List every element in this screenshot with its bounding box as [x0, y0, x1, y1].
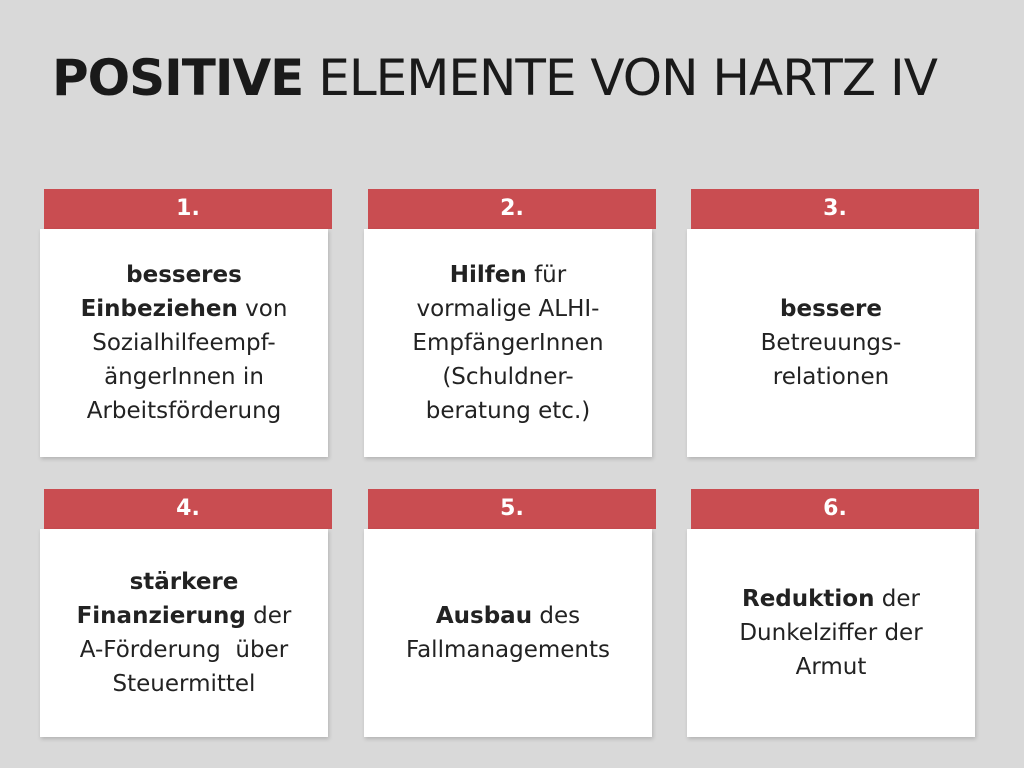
element-card-3	[687, 189, 979, 457]
card-body-3	[687, 229, 975, 457]
card-5-inline-rest: des	[532, 603, 581, 629]
card-text-4	[63, 565, 306, 701]
card-1-line-2: ängerInnen in	[104, 364, 264, 390]
card-6-inline-rest: der	[874, 586, 921, 612]
card-6-line-1: Dunkelziffer der	[739, 620, 923, 646]
card-4-bold-line-2: Finanzierung	[76, 603, 246, 629]
card-number-3: 3.	[691, 189, 979, 229]
card-1-bold-line-1: besseres	[126, 262, 242, 288]
element-card-2	[364, 189, 656, 457]
card-5-bold-line-1: Ausbau	[435, 603, 533, 629]
element-card-4	[40, 489, 332, 737]
card-body-5	[364, 529, 652, 737]
card-1-bold-line-2: Einbeziehen	[80, 296, 238, 322]
card-4-line-2: Steuermittel	[112, 671, 256, 697]
card-3-line-1: Betreuungs-	[760, 330, 902, 356]
card-4-line-1: A-Förderung über	[79, 637, 289, 663]
card-body-4	[40, 529, 328, 737]
card-1-inline-rest: von	[237, 296, 288, 322]
card-number-1: 1.	[44, 189, 332, 229]
element-card-5	[364, 489, 656, 737]
card-body-2	[364, 229, 652, 457]
element-card-6	[687, 489, 979, 737]
card-2-bold-line-1: Hilfen	[449, 262, 527, 288]
card-3-line-2: relationen	[772, 364, 890, 390]
card-2-inline-rest: für	[526, 262, 567, 288]
card-body-6	[687, 529, 975, 737]
card-5-line-1: Fallmanagements	[405, 637, 611, 663]
card-2-line-3: (Schuldner-	[442, 364, 574, 390]
card-number-2: 2.	[368, 189, 656, 229]
card-2-line-2: EmpfängerInnen	[412, 330, 604, 356]
card-text-6	[725, 582, 936, 684]
card-number-4: 4.	[44, 489, 332, 529]
card-1-line-3: Arbeitsförderung	[86, 398, 282, 424]
card-2-line-1: vormalige ALHI-	[416, 296, 600, 322]
card-6-bold-line-1: Reduktion	[741, 586, 875, 612]
card-2-line-4: beratung etc.)	[425, 398, 591, 424]
card-1-line-1: Sozialhilfeempf-	[92, 330, 276, 356]
slide-title-rest: ELEMENTE VON HARTZ IV	[303, 49, 937, 107]
element-card-1	[40, 189, 332, 457]
card-6-line-2: Armut	[795, 654, 867, 680]
card-text-2	[398, 258, 617, 428]
slide-title-bold: POSITIVE	[52, 49, 304, 107]
card-4-inline-rest: der	[245, 603, 292, 629]
card-text-3	[747, 292, 916, 394]
card-text-5	[392, 599, 624, 667]
card-4-bold-line-1: stärkere	[129, 569, 239, 595]
card-3-bold-line-1: bessere	[780, 296, 882, 322]
card-number-5: 5.	[368, 489, 656, 529]
card-text-1	[67, 258, 302, 428]
card-number-6: 6.	[691, 489, 979, 529]
slide-title	[52, 48, 937, 108]
card-body-1	[40, 229, 328, 457]
